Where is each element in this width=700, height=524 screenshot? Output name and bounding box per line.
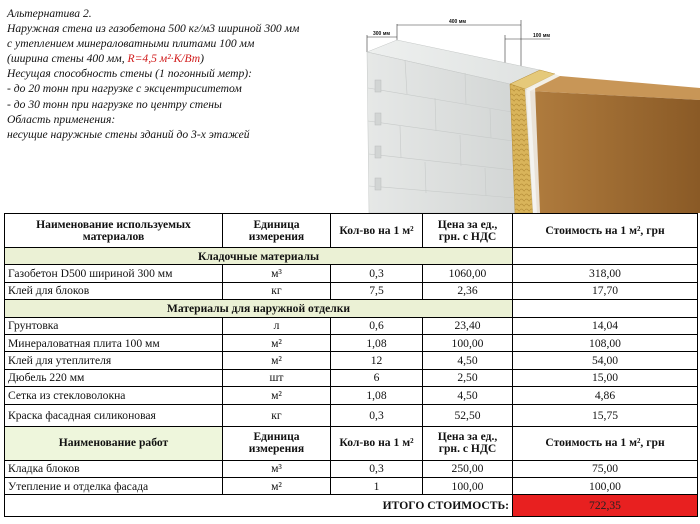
desc-line: Наружная стена из газобетона 500 кг/м3 шириной 300 мм bbox=[7, 22, 300, 36]
col-header-price: Цена за ед., грн. с НДС bbox=[423, 214, 513, 248]
table-row bbox=[5, 477, 698, 494]
table-row bbox=[5, 352, 698, 369]
cell-name: Клей для утеплителя bbox=[5, 352, 223, 369]
section-title: Материалы для наружной отделки bbox=[5, 300, 513, 317]
cell-qty: 1,08 bbox=[331, 334, 423, 351]
table-row bbox=[5, 317, 698, 334]
dim-label-total: 400 мм bbox=[449, 19, 467, 25]
col-header-qty: Кол-во на 1 м² bbox=[331, 214, 423, 248]
cell-unit: шт bbox=[223, 369, 331, 386]
cell-price: 100,00 bbox=[423, 477, 513, 494]
desc-line: Несущая способность стены (1 погонный метр): bbox=[7, 67, 252, 81]
thermal-resistance-value: R=4,5 м²·К/Вт bbox=[127, 52, 201, 66]
desc-line: - до 30 тонн при нагрузке по центру стены bbox=[7, 97, 222, 111]
cell-qty: 1 bbox=[331, 477, 423, 494]
cell-qty: 12 bbox=[331, 352, 423, 369]
section-title: Кладочные материалы bbox=[5, 248, 513, 265]
cell-cost: 15,00 bbox=[513, 369, 698, 386]
table-row bbox=[5, 334, 698, 351]
materials-header-row bbox=[5, 214, 698, 248]
col-header-cost: Стоимость на 1 м², грн bbox=[513, 214, 698, 248]
desc-text: ) bbox=[200, 52, 204, 66]
cell-unit: м³ bbox=[223, 460, 331, 477]
cell-price: 4,50 bbox=[423, 387, 513, 404]
desc-text: (ширина стены 400 мм, bbox=[7, 52, 128, 66]
col-header-qty: Кол-во на 1 м² bbox=[331, 426, 423, 460]
desc-line: с утеплением минераловатными плитами 100 мм bbox=[7, 37, 255, 51]
cell-qty: 0,3 bbox=[331, 265, 423, 282]
cell-price: 2,50 bbox=[423, 369, 513, 386]
cell-qty: 6 bbox=[331, 369, 423, 386]
section-row-masonry bbox=[5, 248, 698, 265]
cell-cost: 318,00 bbox=[513, 265, 698, 282]
table-row bbox=[5, 387, 698, 404]
wall-drawing bbox=[355, 8, 700, 213]
table-row bbox=[5, 265, 698, 282]
cell-name: Газобетон D500 шириной 300 мм bbox=[5, 265, 223, 282]
table-row bbox=[5, 404, 698, 426]
table-row bbox=[5, 282, 698, 299]
col-header-price: Цена за ед., грн. с НДС bbox=[423, 426, 513, 460]
cell-unit: кг bbox=[223, 282, 331, 299]
section-row-finish bbox=[5, 300, 698, 317]
cell-cost: 108,00 bbox=[513, 334, 698, 351]
cell-unit: кг bbox=[223, 404, 331, 426]
cell-name: Утепление и отделка фасада bbox=[5, 477, 223, 494]
cost-table bbox=[4, 213, 698, 517]
cell-cost: 14,04 bbox=[513, 317, 698, 334]
total-row bbox=[5, 495, 698, 517]
cell-name: Минераловатная плита 100 мм bbox=[5, 334, 223, 351]
desc-line: несущие наружные стены зданий до 3-х этажей bbox=[7, 127, 250, 141]
section-blank bbox=[513, 300, 698, 317]
works-header-row bbox=[5, 426, 698, 460]
cell-unit: м² bbox=[223, 477, 331, 494]
cell-cost: 54,00 bbox=[513, 352, 698, 369]
col-header-name: Наименование используемых материалов bbox=[5, 214, 223, 248]
total-label: ИТОГО СТОИМОСТЬ: bbox=[5, 495, 513, 517]
cell-cost: 4,86 bbox=[513, 387, 698, 404]
cell-price: 2,36 bbox=[423, 282, 513, 299]
dim-label-block: 300 мм bbox=[373, 31, 391, 37]
cell-qty: 0,3 bbox=[331, 404, 423, 426]
cell-price: 100,00 bbox=[423, 334, 513, 351]
cell-name: Краска фасадная силиконовая bbox=[5, 404, 223, 426]
cell-cost: 100,00 bbox=[513, 477, 698, 494]
cell-unit: м² bbox=[223, 387, 331, 404]
wall-description bbox=[7, 6, 352, 142]
cell-name: Сетка из стекловолокна bbox=[5, 387, 223, 404]
cell-cost: 15,75 bbox=[513, 404, 698, 426]
cell-name: Дюбель 220 мм bbox=[5, 369, 223, 386]
cell-name: Грунтовка bbox=[5, 317, 223, 334]
cell-qty: 7,5 bbox=[331, 282, 423, 299]
col-header-name: Наименование работ bbox=[5, 426, 223, 460]
cell-unit: м² bbox=[223, 352, 331, 369]
cell-unit: м² bbox=[223, 334, 331, 351]
cell-qty: 0,6 bbox=[331, 317, 423, 334]
cell-price: 4,50 bbox=[423, 352, 513, 369]
desc-line: Альтернатива 2. bbox=[7, 7, 92, 20]
desc-line: - до 20 тонн при нагрузке с эксцентриситетом bbox=[7, 82, 242, 96]
cell-unit: л bbox=[223, 317, 331, 334]
cell-name: Клей для блоков bbox=[5, 282, 223, 299]
cell-price: 52,50 bbox=[423, 404, 513, 426]
table-row bbox=[5, 460, 698, 477]
col-header-unit: Единица измерения bbox=[223, 214, 331, 248]
cell-cost: 75,00 bbox=[513, 460, 698, 477]
cell-qty: 1,08 bbox=[331, 387, 423, 404]
dim-label-insulation: 100 мм bbox=[533, 33, 551, 39]
cell-name: Кладка блоков bbox=[5, 460, 223, 477]
cell-price: 250,00 bbox=[423, 460, 513, 477]
wall-cross-section-illustration bbox=[355, 8, 700, 213]
desc-line-resistance bbox=[7, 51, 352, 66]
col-header-unit: Единица измерения bbox=[223, 426, 331, 460]
col-header-cost: Стоимость на 1 м², грн bbox=[513, 426, 698, 460]
table-row bbox=[5, 369, 698, 386]
cell-cost: 17,70 bbox=[513, 282, 698, 299]
cell-price: 1060,00 bbox=[423, 265, 513, 282]
desc-line: Область применения: bbox=[7, 112, 116, 126]
cell-qty: 0,3 bbox=[331, 460, 423, 477]
total-value: 722,35 bbox=[513, 495, 698, 517]
cell-unit: м³ bbox=[223, 265, 331, 282]
cell-price: 23,40 bbox=[423, 317, 513, 334]
section-blank bbox=[513, 248, 698, 265]
